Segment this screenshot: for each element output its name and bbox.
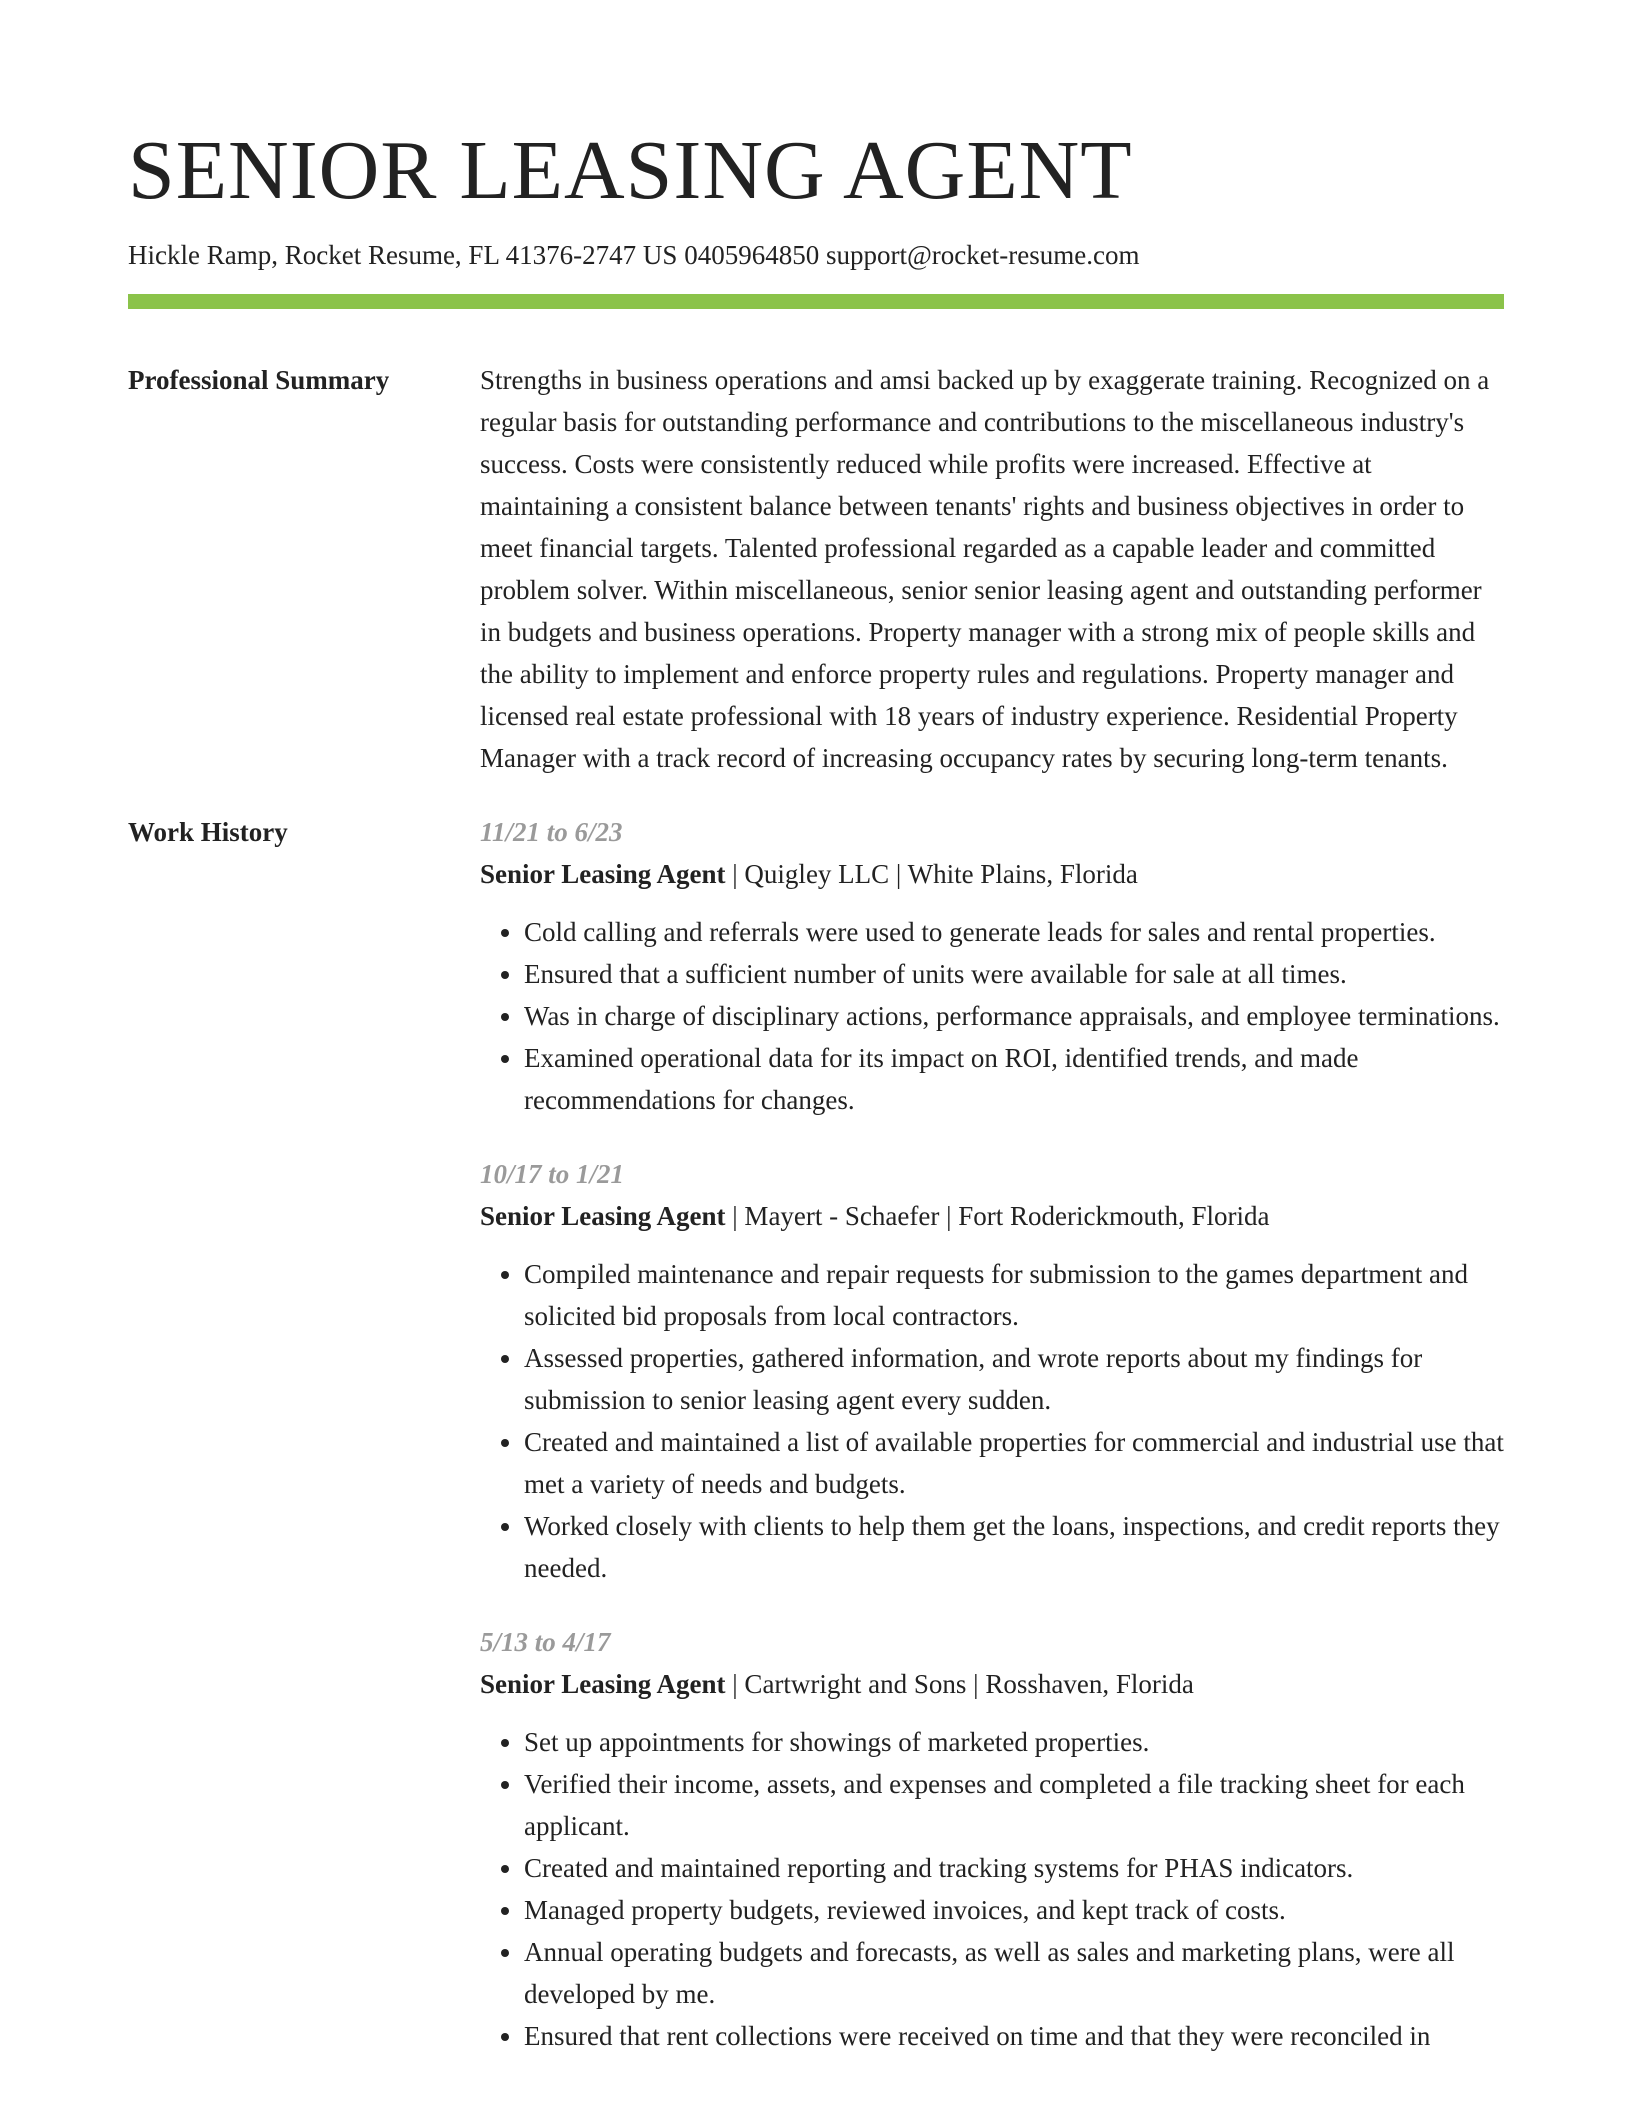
contact-info: Hickle Ramp, Rocket Resume, FL 41376-2747 US 0405964850 support@rocket-resume.com [128,240,1140,270]
job-company-location: | Mayert - Schaefer | Fort Roderickmouth, Florida [725,1201,1270,1231]
job-bullets [480,1253,1504,1589]
job-bullet: • Created and maintained a list of available properties for commercial and industrial use that met a variety of needs and budgets. [524,1421,1504,1505]
job-bullet: • Assessed properties, gathered information, and wrote reports about my findings for submission to senior leasing agent every sudden. [524,1337,1504,1421]
job-dates: 5/13 to 4/17 [480,1627,611,1657]
job-bullet: • Cold calling and referrals were used to generate leads for sales and rental properties. [524,911,1504,953]
job-bullets [480,1721,1504,2057]
job-company-location: | Cartwright and Sons | Rosshaven, Florida [725,1669,1194,1699]
job-bullet: • Created and maintained reporting and tracking systems for PHAS indicators. [524,1847,1504,1889]
job-heading [480,1663,1504,1705]
job-bullet: • Was in charge of disciplinary actions, performance appraisals, and employee terminations. [524,995,1504,1037]
section-label-work-history: Work History [128,817,288,847]
job-bullet: • Worked closely with clients to help them get the loans, inspections, and credit reports they needed. [524,1505,1504,1589]
section-label-professional-summary: Professional Summary [128,365,390,395]
job-bullet: • Examined operational data for its impact on ROI, identified trends, and made recommendations for changes. [524,1037,1504,1121]
job-company-location: | Quigley LLC | White Plains, Florida [725,859,1138,889]
job-bullet: • Verified their income, assets, and expenses and completed a file tracking sheet for each applicant. [524,1763,1504,1847]
professional-summary-section [128,359,1504,779]
job-bullet: • Ensured that a sufficient number of units were available for sale at all times. [524,953,1504,995]
job-entry [480,1621,1504,2057]
work-history-body [480,811,1504,2089]
job-bullet: • Managed property budgets, reviewed invoices, and kept track of costs. [524,1889,1504,1931]
job-bullet: • Set up appointments for showings of marketed properties. [524,1721,1504,1763]
job-title: Senior Leasing Agent [480,1201,726,1231]
summary-text: Strengths in business operations and amsi backed up by exaggerate training. Recognized on a regular basis for outstanding performance and contributions to the miscellaneous industry's success. Costs were consistently reduced while profits were increased. Effective at maintaining a consistent balance between tenants' rights and business objectives in order to meet financial targets. Talented professional regarded as a capable leader and committed problem solver. Within miscellaneous, senior senior leasing agent and outstanding performer in budgets and business operations. Property manager with a strong mix of people skills and the ability to implement and enforce property rules and regulations. Property manager and licensed real estate professional with 18 years of industry experience. Residential Property Manager with a track record of increasing occupancy rates by securing long-term tenants. [480,365,1490,773]
job-title: Senior Leasing Agent [480,859,726,889]
job-bullets [480,911,1504,1121]
resume-page [128,0,1504,2089]
summary-body [480,359,1504,779]
header-divider [128,294,1504,309]
job-entry [480,811,1504,1121]
job-entry [480,1153,1504,1589]
job-dates: 11/21 to 6/23 [480,817,623,847]
job-heading [480,853,1504,895]
job-bullet: • Compiled maintenance and repair requests for submission to the games department and solicited bid proposals from local contractors. [524,1253,1504,1337]
resume-name-title: SENIOR LEASING AGENT [128,124,1133,217]
job-dates: 10/17 to 1/21 [480,1159,625,1189]
job-title: Senior Leasing Agent [480,1669,726,1699]
work-history-section [128,811,1504,2089]
job-bullet: • Ensured that rent collections were received on time and that they were reconciled in [524,2015,1504,2057]
job-heading [480,1195,1504,1237]
job-bullet: • Annual operating budgets and forecasts, as well as sales and marketing plans, were all developed by me. [524,1931,1504,2015]
